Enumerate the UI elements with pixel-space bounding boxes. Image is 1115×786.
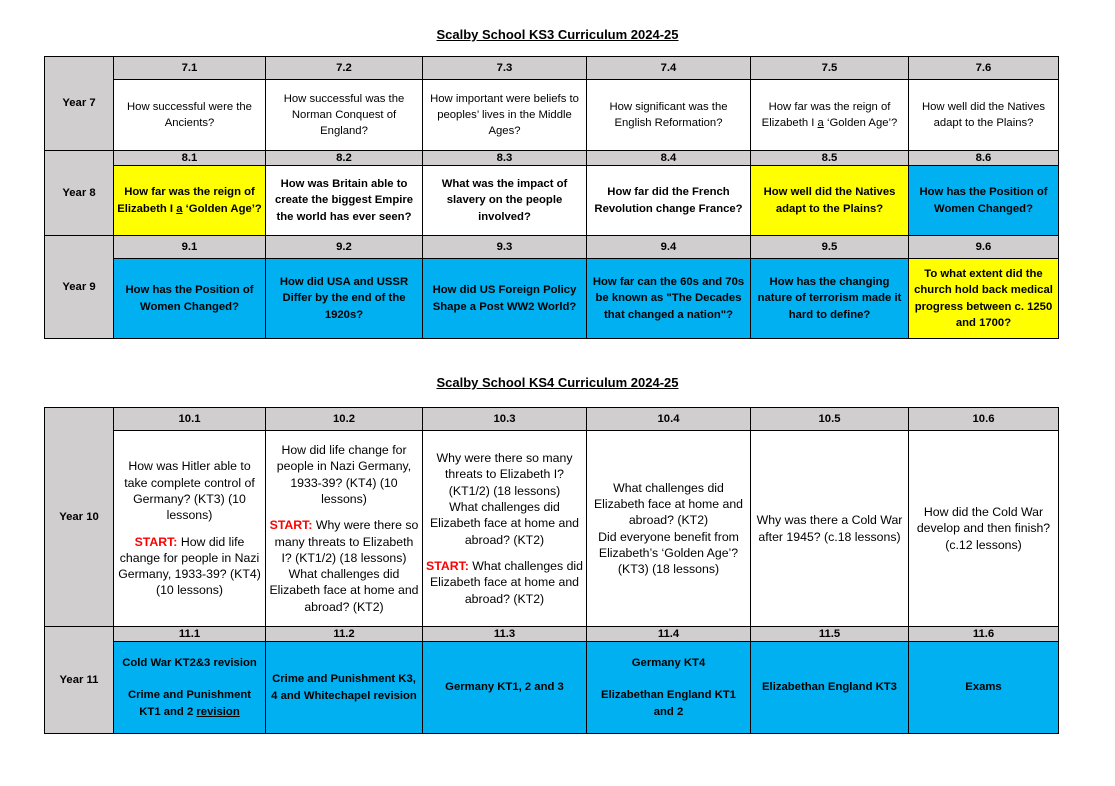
question-text: How did the Cold War develop and then finish?	[916, 505, 1051, 536]
unit-code: 7.1	[114, 57, 266, 80]
unit-question: How well did the Natives adapt to the Plains?	[909, 80, 1059, 151]
year10-header-row	[45, 408, 1059, 431]
unit-question	[266, 431, 423, 627]
unit-code: 9.2	[266, 236, 423, 259]
unit-question	[587, 642, 751, 734]
unit-question: What was the impact of slavery on the people involved?	[423, 166, 587, 236]
unit-code: 10.2	[266, 408, 423, 431]
unit-code: 11.2	[266, 627, 423, 642]
year-label: Year 10	[45, 408, 114, 627]
question-text: Cold War KT2&3 revision	[122, 657, 257, 670]
unit-code: 7.3	[423, 57, 587, 80]
unit-code: 7.2	[266, 57, 423, 80]
unit-question: How successful were the Ancients?	[114, 80, 266, 151]
text: What challenges did Elizabeth face at home and abroad? (KT2)	[429, 558, 583, 606]
ks4-table	[44, 407, 1059, 734]
ks3-title: Scalby School KS3 Curriculum 2024-25	[436, 27, 679, 42]
unit-code: 9.3	[423, 236, 587, 259]
unit-code: 8.3	[423, 151, 587, 166]
text: How far was the reign of Elizabeth I	[117, 186, 255, 215]
year-label: Year 11	[45, 627, 114, 734]
unit-question: How far did the French Revolution change France?	[587, 166, 751, 236]
unit-question: How successful was the Norman Conquest of England?	[266, 80, 423, 151]
unit-code: 7.6	[909, 57, 1059, 80]
unit-code: 11.6	[909, 627, 1059, 642]
unit-code: 10.5	[751, 408, 909, 431]
unit-code: 8.6	[909, 151, 1059, 166]
unit-code: 11.5	[751, 627, 909, 642]
unit-question: How did US Foreign Policy Shape a Post WW2 World?	[423, 259, 587, 339]
question-text: What challenges did Elizabeth face at home and abroad? (KT2)	[593, 480, 744, 528]
question-text: What challenges did Elizabeth face at home and abroad? (KT2)	[429, 500, 580, 547]
unit-question: How significant was the English Reformation?	[587, 80, 751, 151]
unit-code: 9.4	[587, 236, 751, 259]
unit-question: How well did the Natives adapt to the Plains?	[751, 166, 909, 236]
question-text: How was Hitler able to take complete control of Germany? (KT3) (10 lessons)	[124, 459, 255, 523]
year8-header-row	[45, 151, 1059, 166]
unit-question	[114, 642, 266, 734]
year11-header-row	[45, 627, 1059, 642]
year-label: Year 8	[45, 151, 114, 236]
unit-code: 8.4	[587, 151, 751, 166]
unit-question	[587, 431, 751, 627]
year10-content-row	[45, 431, 1059, 627]
text-underlined: a	[817, 117, 824, 129]
ks4-title: Scalby School KS4 Curriculum 2024-25	[436, 375, 679, 390]
text: Why were there so many threats to Elizabeth I? (KT1/2) (18 lessons)	[274, 518, 419, 565]
start-text	[117, 534, 262, 599]
text: ‘Golden Age’?	[182, 202, 262, 215]
unit-code: 7.5	[751, 57, 909, 80]
start-text	[269, 517, 419, 566]
question-text: How did life change for people in Nazi Germany, 1933-39? (KT4) (10 lessons)	[276, 443, 412, 506]
question-text: Why were there so many threats to Elizabeth I? (KT1/2) (18 lessons)	[436, 451, 573, 498]
start-text	[426, 558, 583, 607]
text: How far was the reign of Elizabeth I	[761, 100, 891, 129]
unit-code: 9.6	[909, 236, 1059, 259]
start-label: START:	[426, 558, 469, 573]
question-text: Germany KT4	[631, 657, 706, 670]
year8-content-row	[45, 166, 1059, 236]
unit-question: How has the Position of Women Changed?	[114, 259, 266, 339]
unit-question: How did USA and USSR Differ by the end of the 1920s?	[266, 259, 423, 339]
unit-question: How was Britain able to create the biggest Empire the world has ever seen?	[266, 166, 423, 236]
year9-header-row	[45, 236, 1059, 259]
unit-question	[423, 431, 587, 627]
unit-question	[114, 166, 266, 236]
unit-code: 11.4	[587, 627, 751, 642]
unit-code: 9.5	[751, 236, 909, 259]
unit-question	[751, 80, 909, 151]
text: How did life change for people in Nazi Germany, 1933-39? (KT4) (10 lessons)	[118, 534, 261, 598]
unit-code: 8.2	[266, 151, 423, 166]
year11-content-row	[45, 642, 1059, 734]
unit-code: 11.3	[423, 627, 587, 642]
unit-question: Why was there a Cold War after 1945? (c.18 lessons)	[751, 431, 909, 627]
year-label: Year 9	[45, 236, 114, 339]
start-label: START:	[134, 534, 178, 549]
unit-code: 8.5	[751, 151, 909, 166]
text-underlined: revision	[196, 705, 240, 718]
year-label: Year 7	[45, 57, 114, 151]
unit-code: 8.1	[114, 151, 266, 166]
unit-code: 11.1	[114, 627, 266, 642]
unit-code: 7.4	[587, 57, 751, 80]
start-label: START:	[269, 518, 313, 533]
text: ‘Golden Age’?	[823, 117, 898, 129]
unit-code: 9.1	[114, 236, 266, 259]
unit-question: Elizabethan England KT3	[751, 642, 909, 734]
year7-content-row	[45, 80, 1059, 151]
text: Crime and Punishment KT1 and 2	[127, 689, 252, 718]
year9-content-row	[45, 259, 1059, 339]
question-text: (c.12 lessons)	[945, 537, 1022, 552]
question-text	[117, 687, 262, 720]
unit-question: How far can the 60s and 70s be known as "The Decades that changed a nation"?	[587, 259, 751, 339]
unit-question: To what extent did the church hold back medical progress between c. 1250 and 1700?	[909, 259, 1059, 339]
unit-question: How important were beliefs to peoples’ lives in the Middle Ages?	[423, 80, 587, 151]
unit-code: 10.4	[587, 408, 751, 431]
ks3-table	[44, 56, 1059, 339]
unit-question: How has the Position of Women Changed?	[909, 166, 1059, 236]
unit-question: How has the changing nature of terrorism made it hard to define?	[751, 259, 909, 339]
question-text: Did everyone benefit from Elizabeth’s ‘Golden Age’? (KT3) (18 lessons)	[598, 529, 739, 577]
unit-code: 10.6	[909, 408, 1059, 431]
question-text: What challenges did Elizabeth face at home and abroad? (KT2)	[269, 567, 419, 614]
unit-question	[114, 431, 266, 627]
unit-question: Germany KT1, 2 and 3	[423, 642, 587, 734]
unit-code: 10.3	[423, 408, 587, 431]
unit-question: Crime and Punishment K3, 4 and Whitechapel revision	[266, 642, 423, 734]
unit-code: 10.1	[114, 408, 266, 431]
unit-question: Exams	[909, 642, 1059, 734]
year7-header-row	[45, 57, 1059, 80]
unit-question	[909, 431, 1059, 627]
question-text: Elizabethan England KT1 and 2	[601, 689, 736, 718]
text-underlined: a	[176, 202, 183, 215]
